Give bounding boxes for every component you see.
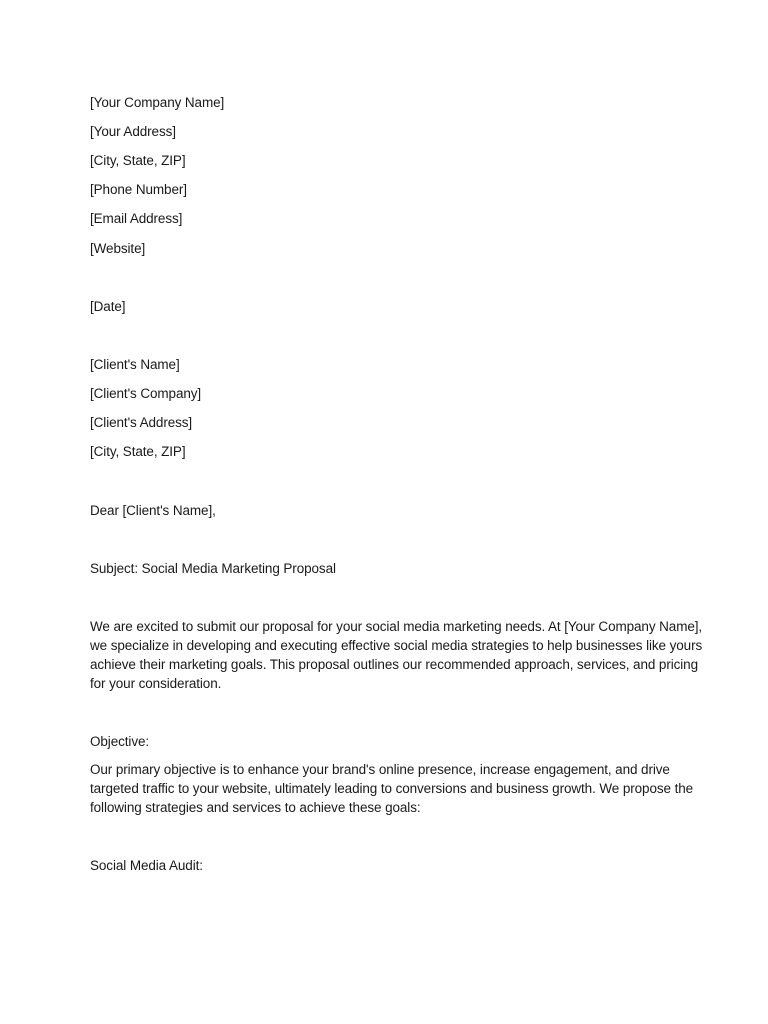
sender-website: [Website] <box>90 241 146 256</box>
subject-line: Subject: Social Media Marketing Proposal <box>90 561 336 576</box>
intro-paragraph <box>90 617 703 693</box>
sender-city-state-zip: [City, State, ZIP] <box>90 153 186 168</box>
sender-company: [Your Company Name] <box>90 95 225 110</box>
intro-line: we specialize in developing and executing effective social media strategies to help businesses like yours <box>90 638 703 653</box>
recipient-address: [Client's Address] <box>90 415 193 430</box>
objective-line: Our primary objective is to enhance your brand's online presence, increase engagement, and drive <box>90 762 670 777</box>
objective-heading: Objective: <box>90 734 150 749</box>
intro-line: for your consideration. <box>90 676 222 691</box>
letter-date: [Date] <box>90 299 126 314</box>
objective-line: targeted traffic to your website, ultimately leading to conversions and business growth. We propose the <box>90 781 694 796</box>
audit-heading: Social Media Audit: <box>90 858 203 873</box>
recipient-company: [Client's Company] <box>90 386 202 401</box>
recipient-name: [Client's Name] <box>90 357 180 372</box>
sender-phone: [Phone Number] <box>90 182 187 197</box>
objective-line: following strategies and services to achieve these goals: <box>90 800 421 815</box>
recipient-city-state-zip: [City, State, ZIP] <box>90 444 186 459</box>
salutation: Dear [Client's Name], <box>90 503 216 518</box>
objective-paragraph <box>90 760 694 817</box>
sender-email: [Email Address] <box>90 211 183 226</box>
intro-line: We are excited to submit our proposal for your social media marketing needs. At [Your Company Name], <box>90 619 703 634</box>
sender-address: [Your Address] <box>90 124 176 139</box>
intro-line: achieve their marketing goals. This proposal outlines our recommended approach, services, and pricing <box>90 657 698 672</box>
